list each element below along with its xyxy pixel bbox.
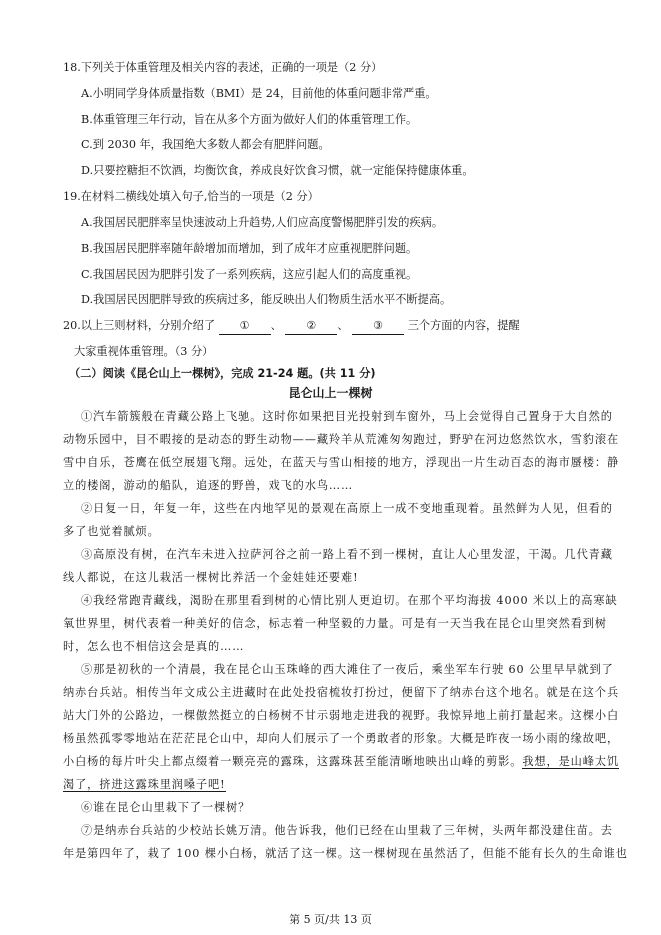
q19-option-a: A.我国居民肥胖率呈快速波动上升趋势,人们应高度警惕肥胖引发的疾病。 [81, 216, 444, 229]
q18-option-a: A.小明同学身体质量指数（BMI）是 24，目前他的体重问题非常严重。 [81, 87, 437, 100]
q20-stem [63, 318, 520, 335]
q20-stem-line2: 大家重视体重管理。（3 分） [74, 345, 214, 358]
q20-stem-prefix: 20.以上三则材料，分别介绍了 [63, 319, 216, 332]
q20-stem-suffix: 三个方面的内容，提醒 [407, 319, 520, 332]
q18-option-d: D.只要控糖拒不饮酒，均衡饮食，养成良好饮食习惯，就一定能保持健康体重。 [81, 164, 474, 177]
article-line: ②日复一日，年复一年，这些在内地罕见的景观在高原上一成不变地重现着。虽然鲜为人见，但看的 [81, 502, 613, 515]
q19-stem: 19.在材料二横线处填入句子,恰当的一项是（2 分） [63, 190, 319, 203]
article-line [63, 754, 619, 770]
page-number: 第 5 页/共 13 页 [289, 913, 372, 926]
q20-separator-1: 、 [270, 319, 282, 332]
q18-option-b: B.体重管理三年行动，旨在从多个方面为做好人们的体重管理工作。 [81, 113, 418, 126]
article-line: 氧世界里，树代表着一种美好的信念，标志着一种坚毅的力量。可是有一天当我在昆仑山里突然看到树 [63, 617, 607, 630]
underlined-sentence-start: 我想，是山峰太饥 [522, 755, 620, 768]
article-line: ⑦是纳赤台兵站的少校站长姚万清。他告诉我，他们已经在山里栽了三年树，头两年都没建住苗。去 [81, 824, 613, 837]
article-line: 多了也觉着腻烦。 [63, 525, 160, 538]
underlined-sentence-end: 渴了，挤进这露珠里润嗓子吧! [63, 778, 226, 791]
article-line: ①汽车箭簇般在青藏公路上飞驰。这时你如果把目光投射到车窗外，马上会觉得自己置身于大自然的 [81, 410, 613, 423]
section-heading: （二）阅读《昆仑山上一棵树》，完成 21-24 题。(共 11 分) [69, 367, 376, 380]
article-line: 动物乐园中，目不暇接的是动态的野生动物——藏羚羊从荒滩匆匆跑过，野驴在河边悠然饮水，雪豹滚在 [63, 433, 620, 446]
q18-stem: 18.下列关于体重管理及相关内容的表述，正确的一项是（2 分） [63, 61, 383, 74]
article-line [63, 777, 226, 793]
q19-option-b: B.我国居民肥胖率随年龄增加而增加，到了成年才应重视肥胖问题。 [81, 242, 418, 255]
q19-option-c: C.我国居民因为肥胖引发了一系列疾病，这应引起人们的高度重视。 [81, 268, 418, 281]
article-line: ⑤那是初秋的一个清晨，我在昆仑山玉珠峰的西大滩住了一夜后，乘坐军车行驶 60 公里早早就到了 [81, 663, 614, 676]
article-line: ③高原没有树，在汽车未进入拉萨河谷之前一路上看不到一棵树，直让人心里发涩，干渴。几代青藏 [81, 548, 613, 561]
article-title: 昆仑山上一棵树 [288, 386, 373, 400]
q19-option-d: D.我国居民因肥胖导致的疾病过多，能反映出人们物质生活水平不断提高。 [81, 293, 452, 306]
q20-blank-2: ② [285, 318, 337, 335]
article-line: ④我经常跑青藏线，渴盼在那里看到树的心情比别人更迫切。在那个平均海拔 4000 米以上的高寒缺 [81, 594, 618, 607]
article-line: 杨虽然孤零零地站在茫茫昆仑山中，却向人们展示了一个勇敢者的形象。大概是昨夜一场小雨的缘故吧， [63, 732, 620, 745]
q18-option-c: C.到 2030 年，我国绝大多数人都会有肥胖问题。 [81, 138, 330, 151]
q20-blank-3: ③ [352, 318, 404, 335]
article-line: 年是第四年了，栽了 100 棵小白杨，就活了这一棵。这一棵树现在虽然活了，但能不能有长久的生命谁也 [63, 847, 628, 860]
article-line: 时，怎么也不相信这会是真的…… [63, 640, 245, 653]
article-line: 立的楼阁，游动的船队，追逐的野兽，戏飞的水鸟…… [63, 479, 354, 492]
article-line: ⑥谁在昆仑山里栽下了一棵树？ [81, 801, 251, 814]
q20-blank-1: ① [219, 318, 271, 335]
article-line: 站大门外的公路边，一棵傲然挺立的白杨树不甘示弱地走进我的视野。我惊异地上前打量起来。这棵小白 [63, 709, 620, 722]
article-line: 线人都说，在这儿栽活一棵树比养活一个金娃娃还要难! [63, 571, 359, 584]
article-line: 纳赤台兵站。相传当年文成公主进藏时在此处投宿梳妆打扮过，便留下了纳赤台这个地名。就是在这个兵 [63, 686, 620, 699]
q20-separator-2: 、 [337, 319, 349, 332]
article-line-text: 小白杨的每片叶尖上都点缀着一颗亮亮的露珠，这露珠甚至能清晰地映出山峰的剪影。 [63, 755, 523, 768]
article-line: 雪中自乐，苍鹰在低空展翅飞翔。远处，在蓝天与雪山相接的地方，浮现出一片生动百态的海市蜃楼：静 [63, 456, 620, 469]
